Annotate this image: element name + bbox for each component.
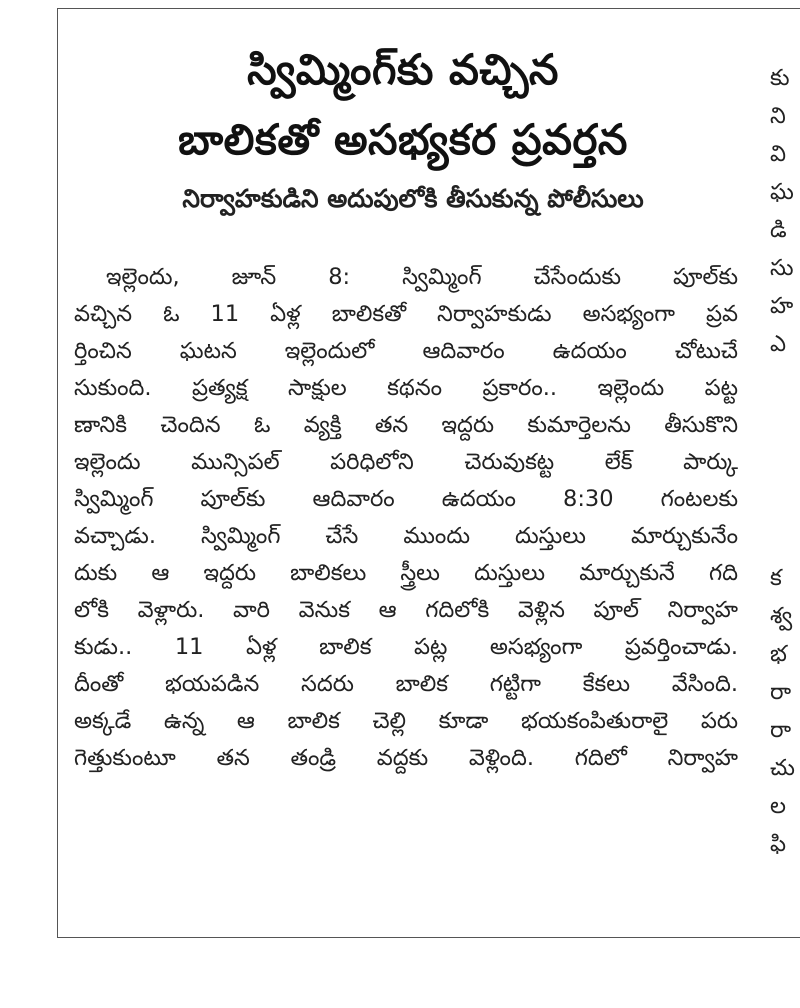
body-line: గెత్తుకుంటూ తన తండ్రి వద్దకు వెళ్లింది. గదిలో నిర్వాహ: [74, 745, 738, 771]
adjacent-column-text: హ: [770, 293, 794, 319]
adjacent-column-text: ల: [770, 793, 786, 819]
headline-line-2: బాలికతో అసభ్యకర ప్రవర్తన: [178, 115, 628, 164]
adjacent-column-fragment: [770, 9, 800, 937]
body-line: కుడు.. 11 ఏళ్ల బాలిక పట్ల అసభ్యంగా ప్రవర్తించాడు.: [74, 634, 738, 660]
body-line: ఇల్లెందు, జూన్ 8: స్విమ్మింగ్ చేసేందుకు పూల్‌కు: [106, 264, 738, 290]
adjacent-column-text: వి: [770, 141, 786, 167]
adjacent-column-text: క: [770, 565, 782, 591]
adjacent-column-text: కు: [770, 65, 790, 91]
article-subheadline: నిర్వాహకుడిని అదుపులోకి తీసుకున్న పోలీసులు: [182, 184, 644, 213]
adjacent-column-text: సు: [770, 255, 794, 281]
adjacent-column-text: రా: [770, 717, 792, 743]
body-line: దీంతో భయపడిన సదరు బాలిక గట్టిగా కేకలు వేసింది.: [74, 671, 738, 697]
article-body: [74, 259, 738, 777]
adjacent-column-text: ఫి: [770, 831, 786, 857]
body-line: ఇల్లెందు మున్సిపల్ పరిధిలోని చెరువుకట్ట లేక్ పార్కు: [74, 449, 738, 475]
headline-line-1: స్విమ్మింగ్‌కు వచ్చిన: [247, 45, 559, 94]
body-line: ణానికి చెందిన ఓ వ్యక్తి తన ఇద్దరు కుమార్తెలను తీసుకొని: [74, 412, 738, 438]
news-article: [58, 9, 748, 937]
adjacent-column-text: శ్వ: [770, 603, 793, 629]
adjacent-column-text: భ: [770, 641, 787, 667]
adjacent-column-text: ని: [770, 103, 786, 129]
body-line: అక్కడే ఉన్న ఆ బాలిక చెల్లి కూడా భయకంపితురాలై పరు: [74, 708, 738, 734]
adjacent-column-text: డి: [770, 217, 787, 243]
adjacent-column-text: ఎ: [770, 331, 786, 357]
body-line: సుకుంది. ప్రత్యక్ష సాక్షుల కథనం ప్రకారం.. ఇల్లెందు పట్ట: [74, 375, 738, 401]
body-line: వచ్చాడు. స్విమ్మింగ్ చేసే ముందు దుస్తులు మార్చుకునేం: [74, 523, 738, 549]
body-line: ర్తించిన ఘటన ఇల్లెందులో ఆదివారం ఉదయం చోటుచే: [74, 338, 738, 364]
adjacent-column-text: ఘ: [770, 179, 794, 205]
article-headline: [58, 35, 748, 175]
body-line: లోకి వెళ్లారు. వారి వెనుక ఆ గదిలోకి వెళ్లిన పూల్ నిర్వాహ: [74, 597, 738, 623]
adjacent-column-text: చు: [770, 755, 795, 781]
body-line: దుకు ఆ ఇద్దరు బాలికలు స్త్రీలు దుస్తులు మార్చుకునే గది: [74, 560, 738, 586]
adjacent-column-text: రా: [770, 679, 792, 705]
body-line: స్విమ్మింగ్ పూల్‌కు ఆదివారం ఉదయం 8:30 గంటలకు: [74, 486, 738, 512]
body-line: వచ్చిన ఓ 11 ఏళ్ల బాలికతో నిర్వాహకుడు అసభ్యంగా ప్రవ: [74, 301, 738, 327]
